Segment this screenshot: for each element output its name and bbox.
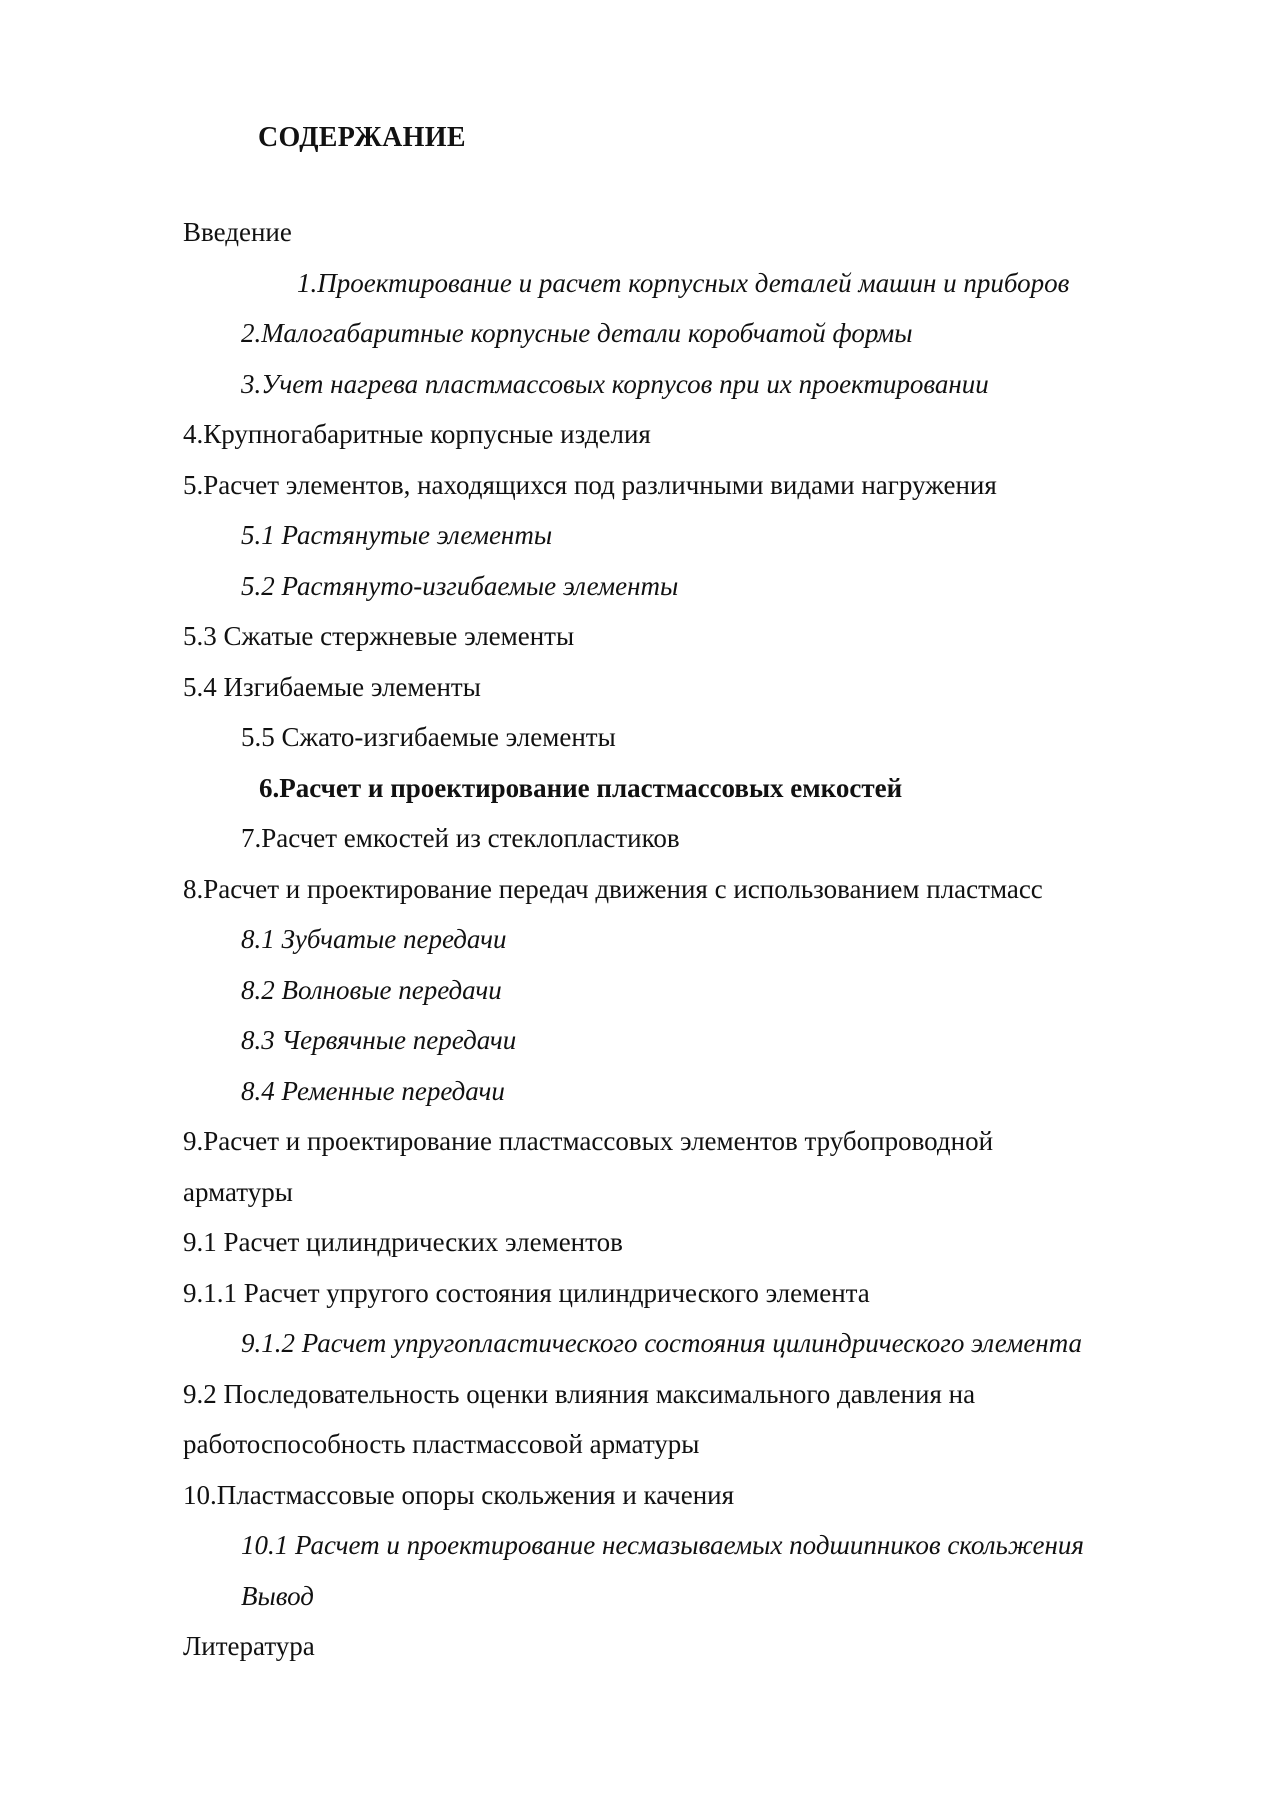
toc-entry: 5.3 Сжатые стержневые элементы [183,621,575,651]
toc-entry: 9.1.2 Расчет упругопластического состояния цилиндрического элемента [241,1328,1083,1358]
toc-entry: 9.1 Расчет цилиндрических элементов [183,1227,623,1257]
toc-entry: арматуры [183,1176,293,1207]
toc-entry: Вывод [241,1580,314,1611]
toc-entry: 10.1 Расчет и проектирование несмазываемых подшипников скольжения [241,1530,1084,1560]
toc-entry: 8.4 Ременные передачи [241,1075,505,1106]
toc-entry: 5.4 Изгибаемые элементы [183,671,481,702]
toc-entry: Введение [183,217,292,247]
toc-entry: Литература [183,1631,315,1661]
toc-entry: 5.2 Растянуто-изгибаемые элементы [241,570,679,601]
toc-entry: 2.Малогабаритные корпусные детали коробчатой формы [241,318,913,348]
toc-entry: 8.3 Червячные передачи [241,1025,517,1055]
toc-entry: 3.Учет нагрева пластмассовых корпусов при их проектировании [241,368,989,399]
toc-entry: 5.1 Растянутые элементы [241,520,553,550]
toc-entry: 7.Расчет емкостей из стеклопластиков [241,823,680,853]
toc-entry: 1.Проектирование и расчет корпусных деталей машин и приборов [297,267,1070,298]
toc-entry: 5.5 Сжато-изгибаемые элементы [241,722,616,752]
toc-entry: 8.1 Зубчатые передачи [241,924,507,954]
table-of-contents [0,212,1280,1677]
toc-entry: 9.Расчет и проектирование пластмассовых элементов трубопроводной [183,1126,994,1156]
toc-entry: 6.Расчет и проектирование пластмассовых емкостей [259,772,903,803]
toc-entry: 8.2 Волновые передачи [241,974,502,1005]
toc-entry: 10.Пластмассовые опоры скольжения и качения [183,1479,735,1510]
toc-entry: 4.Крупногабаритные корпусные изделия [183,419,651,449]
toc-entry: работоспособность пластмассовой арматуры [183,1429,700,1459]
page-title: СОДЕРЖАНИЕ [258,122,466,153]
toc-entry: 9.2 Последовательность оценки влияния максимального давления на [183,1378,976,1409]
toc-entry: 5.Расчет элементов, находящихся под различными видами нагружения [183,469,997,500]
toc-entry: 8.Расчет и проектирование передач движения с использованием пластмасс [183,873,1043,904]
toc-entry: 9.1.1 Расчет упругого состояния цилиндрического элемента [183,1277,870,1308]
